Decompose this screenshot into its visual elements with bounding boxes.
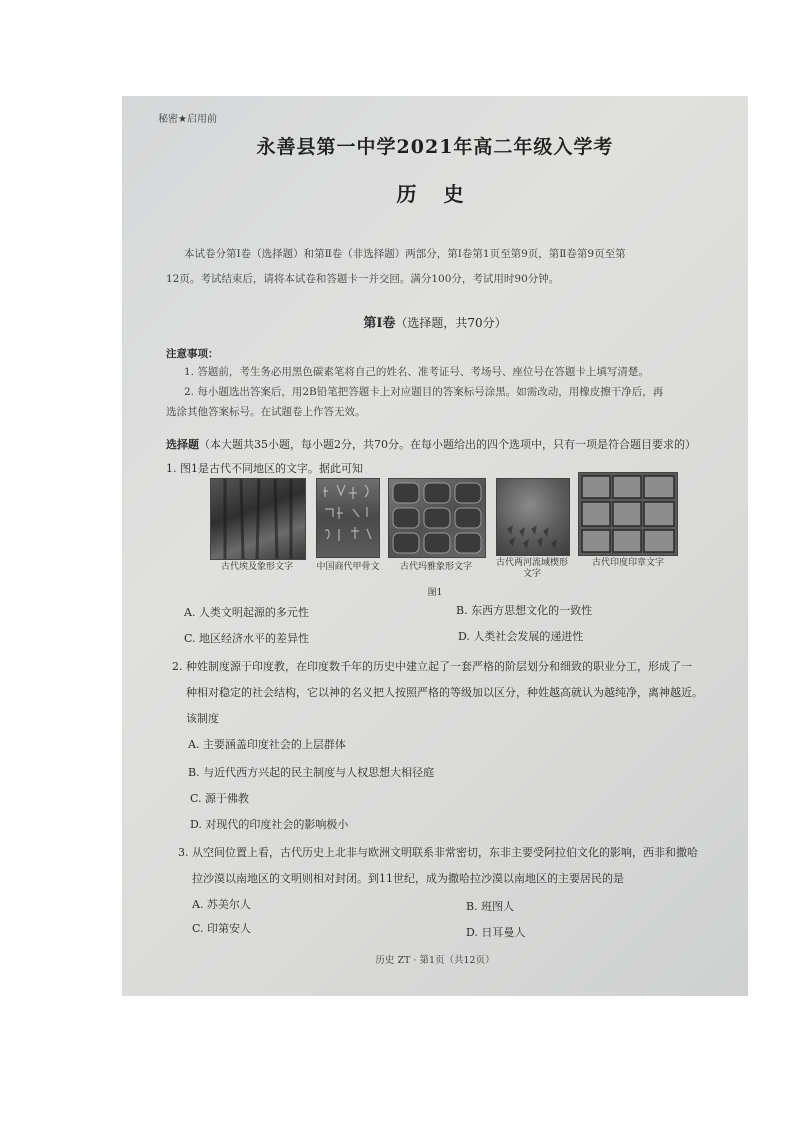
maya-glyph-texture: [389, 479, 485, 557]
caption-indus: 古代印度印章文字: [591, 558, 664, 568]
selection-text: （本大题共35小题，每小题2分，共70分。在每小题给出的四个选项中，只有一项是符合题目要求的）: [199, 438, 696, 451]
q2-option-d: D. 对现代的印度社会的影响极小: [190, 818, 349, 831]
section-paren: （选择题，共70分）: [395, 316, 507, 330]
subject-title: 历 史: [396, 182, 474, 206]
confidential-mark: 秘密★启用前: [158, 114, 217, 125]
caption-egypt: 古代埃及象形文字: [220, 562, 293, 572]
q1-option-c: C. 地区经济水平的差异性: [184, 632, 310, 645]
q3-option-d: D. 日耳曼人: [466, 926, 526, 939]
indus-seal-texture: [579, 473, 677, 555]
intro-line-1: 本试卷分第Ⅰ卷（选择题）和第Ⅱ卷（非选择题）两部分，第Ⅰ卷第1页至第9页，第Ⅱ卷第9页至第: [184, 248, 626, 260]
q3-option-c: C. 印第安人: [192, 922, 252, 935]
q1-stem: 1. 图1是古代不同地区的文字。据此可知: [166, 462, 363, 475]
q2-line-3: 该制度: [186, 712, 219, 725]
note-item-2a: 2. 每小题选出答案后，用2B铅笔把答题卡上对应题目的答案标号涂黑。如需改动，用橡皮擦干净后，再: [184, 386, 664, 398]
selection-instructions: [166, 436, 696, 452]
note-item-1: 1. 答题前，考生务必用黑色碳素笔将自己的姓名、准考证号、考场号、座位号在答题卡上填写清楚。: [184, 366, 649, 378]
section-label: 第Ⅰ卷: [363, 316, 396, 331]
figure-label: 图1: [427, 588, 443, 598]
egyptian-hieroglyph-texture: [211, 479, 305, 559]
egyptian-hieroglyph-image: [210, 478, 306, 560]
q1-option-b: B. 东西方思想文化的一致性: [456, 604, 593, 617]
q2-line-1: 2. 种姓制度源于印度教，在印度数千年的历史中建立起了一套严格的阶层划分和细致的职业分工，形成了一: [172, 660, 692, 673]
caption-maya: 古代玛雅象形文字: [399, 562, 472, 572]
selection-label: 选择题: [166, 438, 199, 451]
q2-option-b: B. 与近代西方兴起的民主制度与人权思想大相径庭: [188, 766, 435, 779]
q3-option-a: A. 苏美尔人: [192, 898, 251, 911]
q2-option-c: C. 源于佛教: [190, 792, 250, 805]
indus-seal-image: [578, 472, 678, 556]
q1-option-a: A. 人类文明起源的多元性: [184, 606, 309, 619]
caption-cuneiform: 古代两河流域楔形文字: [495, 558, 568, 579]
q2-line-2: 种相对稳定的社会结构，它以神的名义把人按照严格的等级加以区分，种姓越高就认为越纯净，离神越近。: [186, 686, 703, 699]
q1-option-d: D. 人类社会发展的递进性: [458, 630, 584, 643]
caption-oracle-bone: 中国商代甲骨文: [316, 562, 380, 572]
oracle-bone-image: [316, 478, 380, 558]
q3-line-2: 拉沙漠以南地区的文明则相对封闭。到11世纪，成为撒哈拉沙漠以南地区的主要居民的是: [192, 872, 624, 885]
notes-heading: 注意事项：: [166, 348, 219, 360]
oracle-bone-texture: [317, 479, 379, 557]
q2-option-a: A. 主要涵盖印度社会的上层群体: [188, 738, 346, 751]
intro-line-2: 12页。考试结束后，请将本试卷和答题卡一并交回。满分100分，考试用时90分钟。: [166, 273, 560, 285]
q3-option-b: B. 班图人: [466, 900, 515, 913]
cuneiform-texture: [497, 479, 569, 555]
note-item-2b: 选涂其他答案标号。在试题卷上作答无效。: [166, 406, 366, 418]
maya-glyph-image: [388, 478, 486, 558]
cuneiform-tablet-image: [496, 478, 570, 556]
exam-title: 永善县第一中学2021年高二年级入学考: [256, 136, 614, 158]
page-footer: 历史 ZT · 第1页（共12页）: [375, 955, 495, 966]
q3-line-1: 3. 从空间位置上看，古代历史上北非与欧洲文明联系非常密切，东非主要受阿拉伯文化的影响，西非和撒哈: [178, 846, 698, 859]
section-heading: [122, 312, 748, 331]
exam-paper-photo: [122, 96, 748, 996]
